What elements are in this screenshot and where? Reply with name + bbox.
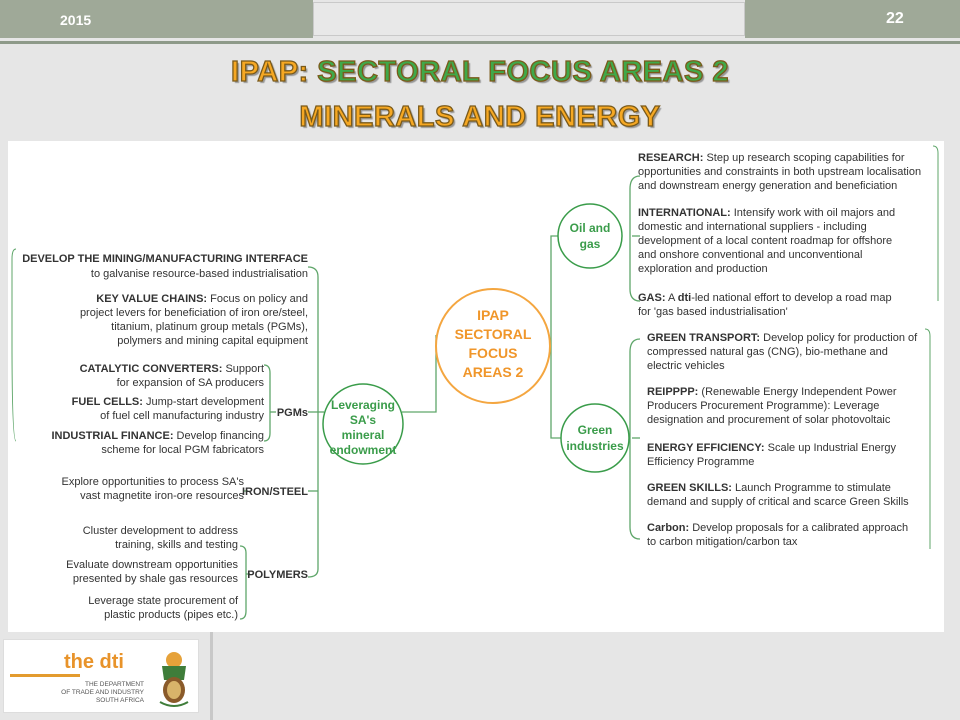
leverage-line-2: SA's [349, 413, 377, 427]
right-branch-text [638, 152, 921, 548]
gt-line-1: GREEN TRANSPORT: Develop policy for production of [647, 332, 918, 344]
mind-map-diagram [8, 141, 944, 632]
polymers-c-line-1: Leverage state procurement of [88, 595, 238, 607]
logo-bar [10, 674, 80, 677]
research-line-3: and downstream energy generation and beneficiation [638, 180, 898, 192]
logo-line-2: OF TRADE AND INDUSTRY [61, 689, 144, 696]
leverage-line-1: Leveraging [330, 398, 396, 412]
oil-gas-line-1: Oil and [569, 221, 611, 235]
intl-line-5: exploration and production [638, 263, 768, 275]
page-title [0, 56, 960, 89]
coat-of-arms-icon [160, 652, 188, 706]
polymers-a-line-1: Cluster development to address [82, 525, 238, 537]
title-prefix: IPAP: [231, 56, 309, 88]
logo-line-3: SOUTH AFRICA [95, 697, 144, 704]
iron-line-1: Explore opportunities to process SA's [61, 476, 244, 488]
green-industries-node-circle [561, 404, 629, 472]
center-line-2: SECTORAL [454, 326, 532, 342]
leverage-line-3: mineral [341, 428, 385, 442]
reipppp-line-2: Producers Procurement Programme): Leverage [647, 400, 880, 412]
polymers-label: POLYMERS [247, 569, 308, 581]
polymers-b-line-2: presented by shale gas resources [72, 573, 238, 585]
intl-line-4: and onshore conventional and unconventional [638, 249, 863, 261]
oil-gas-line-2: gas [579, 237, 601, 251]
industrial-finance-line-2: scheme for local PGM fabricators [101, 444, 264, 456]
green-line-2: industries [566, 439, 624, 453]
polymers-a-line-2: training, skills and testing [115, 539, 238, 551]
intl-line-2: domestic and international suppliers - including [638, 221, 867, 233]
catalytic-line-1: CATALYTIC CONVERTERS: Support [79, 363, 264, 375]
gs-line-2: demand and supply of critical and scarce Green Skills [647, 496, 909, 508]
research-line-1: RESEARCH: Step up research scoping capabilities for [638, 152, 905, 164]
logo-line-1: THE DEPARTMENT [85, 681, 144, 688]
dti-logo [3, 639, 199, 713]
header-bar-left [0, 0, 313, 38]
kvc-line-1: KEY VALUE CHAINS: Focus on policy and [96, 293, 308, 305]
ee-line-2: Efficiency Programme [647, 456, 755, 468]
reipppp-line-3: designation and procurement of solar photovoltaic [647, 414, 891, 426]
polymers-b-line-1: Evaluate downstream opportunities [66, 559, 238, 571]
fuel-cells-line-1: FUEL CELLS: Jump-start development [71, 396, 264, 408]
page-subtitle: MINERALS AND ENERGY [299, 101, 661, 133]
page-number: 22 [886, 10, 904, 27]
research-line-2: opportunities and constraints in both upstream localisation [638, 166, 922, 178]
green-line-1: Green [577, 423, 613, 437]
carbon-line-2: to carbon mitigation/carbon tax [647, 536, 798, 548]
header-bar-middle [313, 2, 745, 36]
mind-map-panel [8, 141, 944, 632]
pgms-label: PGMs [276, 407, 308, 419]
header-divider [0, 41, 960, 44]
gas-line-2: for 'gas based industrialisation' [638, 306, 788, 318]
gt-line-3: electric vehicles [647, 360, 725, 372]
fuel-cells-line-2: of fuel cell manufacturing industry [100, 410, 264, 422]
dev-interface-line: to galvanise resource-based industrialisation [90, 268, 308, 280]
polymers-c-line-2: plastic products (pipes etc.) [104, 609, 238, 621]
dev-interface-title: DEVELOP THE MINING/MANUFACTURING INTERFACE [22, 253, 308, 265]
gas-line-1: GAS: A dti-led national effort to develop a road map [638, 292, 892, 304]
ee-line-1: ENERGY EFFICIENCY: Scale up Industrial Energy [647, 442, 897, 454]
title-main: SECTORAL FOCUS AREAS 2 [317, 56, 729, 88]
left-branch-text [22, 253, 308, 621]
footer-divider [210, 632, 213, 720]
reipppp-line-1: REIPPPP: (Renewable Energy Independent Power [647, 386, 897, 398]
logo-name: the dti [64, 651, 124, 673]
gt-line-2: compressed natural gas (CNG), bio-methane and [647, 346, 888, 358]
intl-line-1: INTERNATIONAL: Intensify work with oil majors and [638, 207, 896, 219]
header-bar-right [745, 0, 960, 38]
center-line-3: FOCUS [468, 345, 518, 361]
carbon-line-1: Carbon: Develop proposals for a calibrated approach [647, 522, 909, 534]
center-line-1: IPAP [477, 307, 509, 323]
kvc-line-2: project levers for beneficiation of iron ore/steel, [79, 307, 308, 319]
dti-logo-graphic [4, 640, 198, 712]
oil-gas-node-circle [558, 204, 622, 268]
iron-line-2: vast magnetite iron-ore resources [80, 490, 244, 502]
year-label: 2015 [60, 12, 92, 28]
industrial-finance-line-1: INDUSTRIAL FINANCE: Develop financing [51, 430, 264, 442]
iron-steel-label: IRON/STEEL [241, 486, 308, 498]
gs-line-1: GREEN SKILLS: Launch Programme to stimulate [647, 482, 891, 494]
kvc-line-3: titanium, platinum group metals (PGMs), [111, 321, 308, 333]
catalytic-line-2: for expansion of SA producers [116, 377, 264, 389]
center-line-4: AREAS 2 [462, 364, 524, 380]
logo-caption [61, 681, 144, 704]
intl-line-3: development of a local content roadmap for offshore [638, 235, 893, 247]
leverage-line-4: endowment [329, 443, 397, 457]
kvc-line-4: polymers and mining capital equipment [117, 335, 308, 347]
